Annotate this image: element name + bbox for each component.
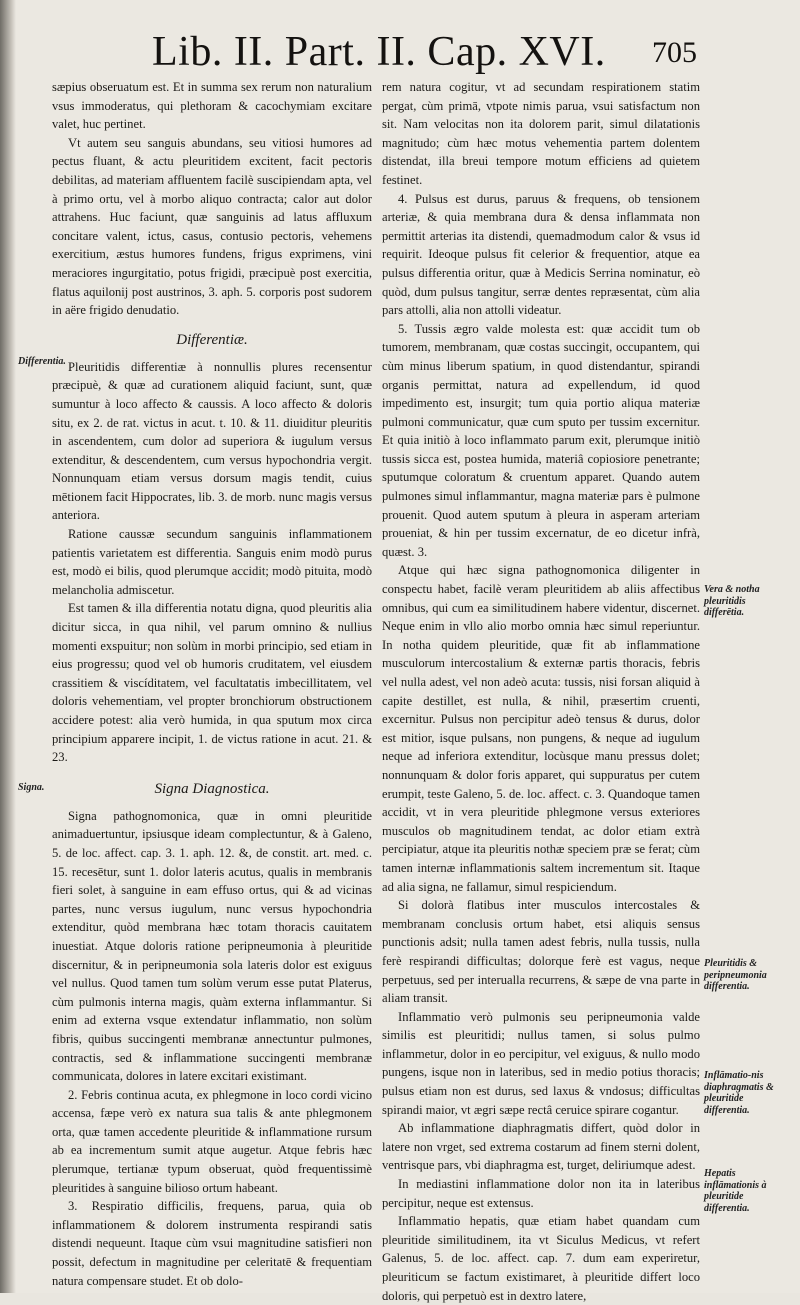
- margin-note-differentia: Differentia.: [18, 356, 66, 367]
- paragraph: 5. Tussis ægro valde molesta est: quæ accidit tum ob tumorem, membranam, quæ costas succingit, occupantem, qui cùm minus liberum spatium, in quod distendantur, spirandi organis permittat, natura ad expellendum, id quod impedimento est, insurgit; tum quia portio aliqua materiæ pulmoni communicatur, quæ cum sputo per tussim excernitur. Et quia initiò à loco inflammato parum exit, plerumque initiò tussis sicca est, postea humida, materiâ copiosiore penetrante; sputumque coloratum & cruentum apparet. Quando autem pulmones simul inflammantur, magna materiæ pars è pulmone prouenit. Quod autem sputum à pleura in asperam arteriam proueniat, & hin per tussim excernatur, de eo dicetur infrà, quæst. 3.: [382, 321, 700, 559]
- margin-note-peripneumonia: Pleuritidis & peripneumonia differentia.: [704, 958, 767, 992]
- paragraph: Est tamen & illa differentia notatu digna, quod pleuritis alia dicitur sicca, in qua nihil, vel parum omnino & nullius momenti exspuitur; non solùm in morbi principio, sed etiam in eius progressu; quod vel ob humoris cruditatem, vel eiusdem crassitiem & viscíditatem, vel facultatatis imbecillitatem, vel doloris vehementiam, vel propter bronchiorum obstructionem accidere potest: alia verò humida, in qua sputum mox circa principium apparere incipit, 1. de victus ratione in acut. 21. & 23.: [52, 601, 372, 765]
- paragraph: 4. Pulsus est durus, paruus & frequens, ob tensionem arteriæ, & quia membrana dura & densa inflammata non permittit arterias ita distendi, quemadmodum calor & vsus id requirit. Ideoque pulsus fit celerior & frequentior, atque ea pulsus differentia oritur, quæ à Medicis Serrina nominatur, eò quòd, dum pulsus tangitur, serræ dentes repræsentat, cùm alia pars attolli, alia non attolli videatur.: [382, 191, 700, 318]
- paragraph: Inflammatio verò pulmonis seu peripneumonia valde similis est pleuritidi; nullus tamen, si solus pulmo inflammetur, dolor in eo percipitur, vel exiguus, & nullo modo pungens, isque non in lateribus, sed in medio potius thoracis; pulsus etiam non est durus, sed laxus & vndosus; difficultas spirandi maior, vt ægri sæpe rectâ ceruice spirare cogantur.: [382, 1009, 700, 1117]
- paragraph: 3. Respiratio difficilis, frequens, parua, quia ob inflammationem & dolorem instrumenta respirandi satis distendi nequeunt. Itaque cùm vsui magnitudine satisfieri non possit, defectum in magnitudine per celeritatē & frequentiam natura compensare studet. Et ob dolo-: [52, 1199, 372, 1288]
- running-title: Lib. II. Part. II. Cap. XVI.: [152, 29, 606, 75]
- paragraph: rem natura cogitur, vt ad secundam respirationem statim pergat, cùm primā, vtpote nimis parua, vsui satisfactum non sit. Nam velocitas non ita dolorem parit, simul dilatationis magnitudo; cùm hæc motus vehementia partem dolentem distendat, illa breui tempore motum efficiens ad quietem festinet.: [382, 80, 700, 187]
- page-header: [0, 28, 800, 78]
- paragraph: Signa pathognomonica, quæ in omni pleuritide animaduertuntur, ipsiusque ideam complectuntur, & à Galeno, 5. de loc. affect. cap. 3. 1. aph. 12. &, de constit. art. med. c. 15. recesētur, sunt 1. dolor lateris acutus, qualis in membranis fieri solet, à sanguine in eam effuso ortus, qui & ad vicinas partes, nunc versus iugulum, nunc versus hypochondria extenditur, quòd membrana hæc totam thoracis cauitatem inuestiat. Atque doloris ratione peripneumonia à pleuritide discernitur, & in peripneumonia sola lateris dolor est exiguus vel nullus. Quod tamen tum solùm verum esse putat Platerus, cùm pulmonis interna magis, quàm externa inflammantur. Si enim ad externa vsque extendatur inflammatio, non solùm fibris, quibus succingenti membranæ annectuntur pulmones, contractis, sed & inflammatione succingenti membranæ communicata, dolores in latere excitari existimant.: [52, 808, 372, 1084]
- paragraph: Si dolorà flatibus inter musculos intercostales & membranam conclusis ortum habet, etsi aliquis sensus punctionis adsit; nulla tamen adest febris, nulla tussis, nulla ferè respirandi difficultas; dolorque ferè est vagus, neque perpetuus, sed per interualla recurrens, & sæpe de vna parte in aliam transit.: [382, 898, 700, 1006]
- paragraph: Pleuritidis differentiæ à nonnullis plures recensentur præcipuè, & quæ ad curationem aliquid faciunt, sunt, quæ sumuntur à loco affecto & caussis. A loco affecto & doloris situ, ex 2. de rat. victus in acut. t. 10. & 11. diuiditur pleuritis in ascendentem, cum dolor ad superiora & iugulum versus extenditur, & descendentem, cum versus hypochondria vergit. Nonnunquam etiam versus dorsum magis tendit, cuius mētionem facit Hippocrates, lib. 3. de morb. nunc magis versus anteriora.: [52, 359, 372, 523]
- margin-note-hepatis: Hepatis inflāmationis à pleuritide differentia.: [704, 1168, 767, 1214]
- binding-gutter-shadow: [0, 0, 16, 1293]
- paragraph: Atque qui hæc signa pathognomonica diligenter in conspectu habet, facilè veram pleuritidem ab aliis affectibus omnibus, qui cum ea similitudinem habere videntur, discernet. Neque enim in vllo alio morbo omnia hæc simul reperiuntur. In notha quidem pleuritide, quæ fit ab inflammatione musculorum intercostalium & externæ partis thoracis, febris vel nulla adest, vel non adeò acuta: tussis, nisi forsan aliquid à capite destillet, est nulla, & nihil, præsertim cruenti, excernitur. Pulsus non percipitur adeò tensus & durus, dolor est mitior, isque pulsans, non pungens, & neque ad iugulum neque ad inferiora extenditur, locùsque manu pressus dolet; nonnunquam & dolor foris apparet, qui suppuratus per cutem erumpit, teste Galeno, 5. de. loc. affect. c. 3. Quandoque tamen accidit, vt in vera pleuritide phlegmone versus exteriores musculos ob magnitudinem tendat, ac dolor etiam extrà percipiatur, atque ita pleuritis nothæ speciem præ se ferat; cùm tamen internæ inflammationis saltem incrementum sit. Itaque ad alia signa, ne fallamur, simul respiciendum.: [382, 563, 700, 894]
- right-column: [382, 78, 700, 1305]
- section-heading-differentiae: Differentiæ.: [176, 331, 248, 348]
- paragraph: Vt autem seu sanguis abundans, seu vitiosi humores ad pectus fluant, & actu pleuritidem excitent, facit pectoris debilitas, ad materiam affluentem facilè suscipiendam apta, vel à primo ortu, vel à morbo aliquo contracta; calor aut dolor attrahens. Huc faciunt, quæ sanguinis ad latus affluxum concitare valent, ictus, casus, contusio pectoris, vehemens exercitium, æstus humores fundens, frigus exprimens, vini meraciores ingurgitatio, potus frigidi, præcipuè post exercitia, flatus aquilonij post austrinos, 3. aph. 5. corporis post sudorem in aëre frigido denudatio.: [52, 135, 372, 318]
- margin-note-signa: Signa.: [18, 782, 45, 793]
- left-column: [52, 78, 372, 1290]
- paragraph: Inflammatio hepatis, quæ etiam habet quandam cum pleuritide similitudinem, ita vt Siculus Medicus, vt refert Galenus, 5. de loc. affect. cap. 7. dum eam experiretur, pleuriticum se factum existimaret, à pleuritide differt loco doloris, qui perpetuò est in dextro latere,: [382, 1214, 700, 1303]
- paragraph: 2. Febris continua acuta, ex phlegmone in loco cordi vicino accensa, fæpe verò ex natura sua talis & ante phlegmonem orta, quæ tamen accedente pleuritide & inflammatione rursum ab ea incrementum sumit atque augetur. Atque febris hæc plerumque, tertianæ typum obseruat, quòd frequentissimè pleuritides à sanguine bilioso ortum habeant.: [52, 1087, 372, 1195]
- margin-note-diaphragmatis: Inflāmatio-nis diaphragmatis & pleuritide differentia.: [704, 1070, 774, 1116]
- paragraph: Ratione caussæ secundum sanguinis inflammationem patientis varietatem est differentia. Sanguis enim modò purus est, modò ei bilis, quod plerumque accidit; modò pituita, modò melancholia admiscetur.: [52, 527, 372, 597]
- paragraph: Ab inflammatione diaphragmatis differt, quòd dolor in latere non vrget, sed extrema costarum ad finem sterni dolent, ventrisque pars, vbi diaphragma est, turget, deliriumque adest.: [382, 1121, 700, 1173]
- page-number: 705: [652, 36, 697, 69]
- paragraph: sæpius obseruatum est. Et in summa sex rerum non naturalium vsus immoderatus, qui plethoram & cacochymiam excitare valet, huc pertinet.: [52, 80, 372, 132]
- margin-note-vera-notha: Vera & notha pleuritidis differētia.: [704, 584, 760, 618]
- section-heading-signa-diagnostica: Signa Diagnostica.: [154, 780, 270, 797]
- paragraph: In mediastini inflammatione dolor non ita in lateribus percipitur, neque est extensus.: [382, 1177, 700, 1210]
